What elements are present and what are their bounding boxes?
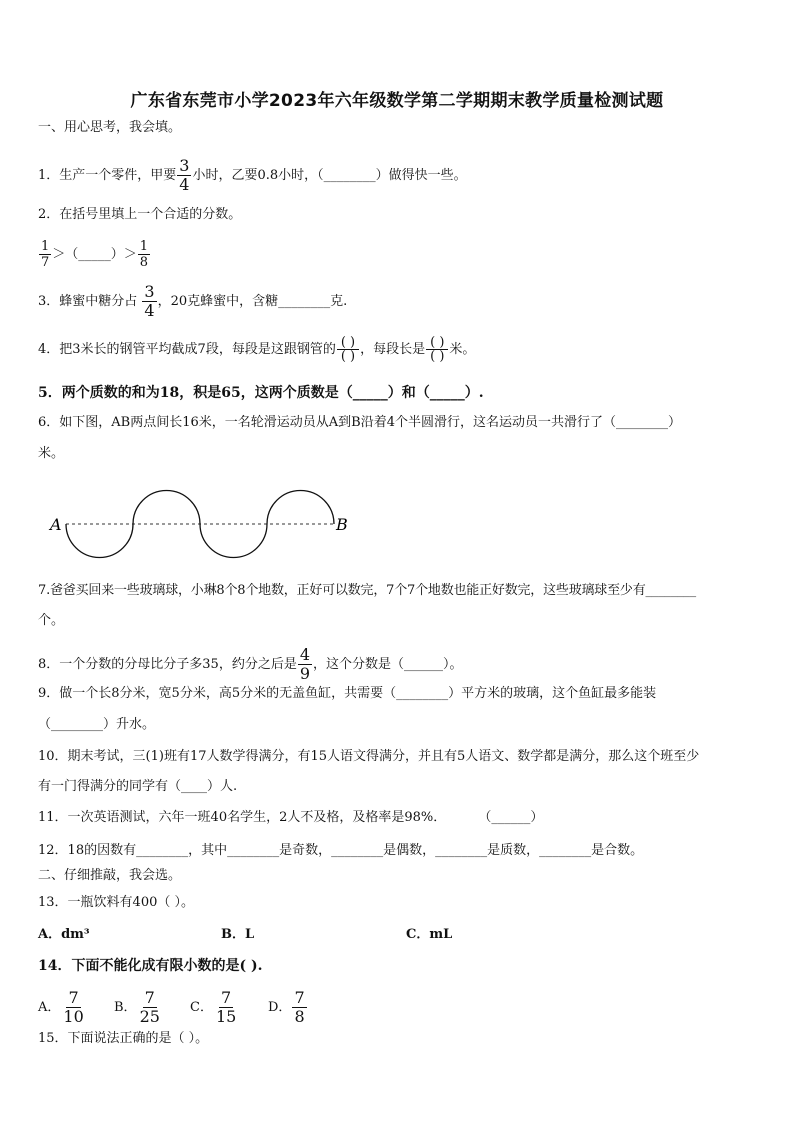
point-a-label: A <box>50 515 62 534</box>
q2-fraction-1 <box>39 240 51 269</box>
q14-option-a-fraction <box>61 990 85 1025</box>
q4-text-post: 米。 <box>449 342 476 357</box>
q2-f1-den: 7 <box>41 255 50 270</box>
q4-blank2-num: ( ) <box>426 336 448 350</box>
q2-f1-num: 1 <box>41 239 50 254</box>
q3-frac-den: 4 <box>144 301 155 320</box>
q14-option-b[interactable] <box>114 990 190 1025</box>
q14-option-a[interactable] <box>38 990 114 1025</box>
q11-answer-paren: （______） <box>478 810 544 825</box>
question-4 <box>38 336 764 363</box>
semicircle-path-diagram <box>0 470 794 570</box>
question-13: 13．一瓶饮料有400（ ）。 <box>38 895 194 910</box>
q2-f2-num: 1 <box>139 239 149 254</box>
q3-text-pre: 3．蜂蜜中糖分占 <box>38 294 138 309</box>
point-b-label: B <box>336 515 348 534</box>
q13-option-c[interactable]: C．mL <box>406 927 453 942</box>
question-6-line-1: 6．如下图，AB两点间长16米，一名轮滑运动员从A到B沿着4个半圆滑行，这名运动员一共滑行了（________） <box>38 415 681 430</box>
q4-text-pre: 4．把3米长的钢管平均截成7段，每段是这跟钢管的 <box>38 342 336 357</box>
question-8 <box>38 647 764 682</box>
q14-b-den: 25 <box>139 1007 160 1026</box>
question-11 <box>38 808 764 828</box>
q14-option-d[interactable] <box>268 990 308 1025</box>
q14-d-den: 8 <box>294 1007 305 1026</box>
question-3 <box>38 284 764 319</box>
q14-c-num: 7 <box>221 988 232 1007</box>
question-12: 12．18的因数有________，其中________是奇数，________是偶数，________是质数，________是合数。 <box>38 843 644 858</box>
question-5: 5．两个质数的和为18，积是65，这两个质数是（_____）和（_____）. <box>38 385 484 401</box>
semicircle-1 <box>66 524 133 558</box>
semicircle-2 <box>133 491 200 524</box>
q4-text-mid: ，每段长是 <box>360 342 426 357</box>
question-9-line-2: （________）升水。 <box>38 717 156 732</box>
q3-text-post: ，20克蜂蜜中，含糖________克. <box>157 294 348 309</box>
question-14-options <box>38 990 764 1025</box>
question-7-line-2: 个。 <box>38 613 65 628</box>
q1-text-pre: 1．生产一个零件，甲要 <box>38 168 177 183</box>
q11-text: 11．一次英语测试，六年一班40名学生，2人不及格，及格率是98%． <box>38 810 447 825</box>
question-14: 14．下面不能化成有限小数的是( ). <box>38 958 263 974</box>
question-7-line-1: 7.爸爸买回来一些玻璃球，小琳8个8个地数，正好可以数完，7个7个地数也能正好数完，这些玻璃球至少有________ <box>38 583 696 598</box>
q8-frac-den: 9 <box>299 664 311 683</box>
question-15: 15．下面说法正确的是（ ）。 <box>38 1031 209 1046</box>
q4-blank-fraction-2 <box>426 336 448 363</box>
q14-a-num: 7 <box>68 988 79 1007</box>
q14-option-c[interactable] <box>190 990 268 1025</box>
q14-option-c-fraction <box>214 990 238 1025</box>
q4-blank1-den: ( ) <box>340 349 356 364</box>
question-1 <box>38 158 764 193</box>
q14-c-den: 15 <box>215 1007 237 1026</box>
q14-option-d-label: D． <box>268 1000 292 1015</box>
semicircle-3 <box>200 524 267 558</box>
section-heading-fill: 一、用心思考，我会填。 <box>38 120 182 135</box>
q4-blank-fraction-1 <box>337 336 359 363</box>
q2-fraction-2 <box>138 240 150 269</box>
q14-option-c-label: C． <box>190 1000 213 1015</box>
question-2-inequality <box>38 240 764 269</box>
page-title: 广东省东莞市小学2023年六年级数学第二学期期末教学质量检测试题 <box>130 91 664 111</box>
q13-option-b[interactable]: B．L <box>221 927 255 942</box>
q3-frac-num: 3 <box>144 282 155 301</box>
q14-a-den: 10 <box>63 1007 84 1026</box>
q8-fraction <box>298 647 312 682</box>
q13-option-a[interactable]: A．dm³ <box>38 927 90 942</box>
q8-text-pre: 8．一个分数的分母比分子多35，约分之后是 <box>38 657 297 672</box>
q8-frac-num: 4 <box>299 645 311 664</box>
question-10-line-1: 10．期末考试，三(1)班有17人数学得满分，有15人语文得满分，并且有5人语文、数学都是满分，那么这个班至少 <box>38 749 700 764</box>
question-10-line-2: 有一门得满分的同学有（____）人. <box>38 779 238 794</box>
q14-option-b-fraction <box>138 990 162 1025</box>
q1-fraction <box>177 158 191 193</box>
q2-f2-den: 8 <box>139 255 149 270</box>
q1-frac-num: 3 <box>179 156 190 175</box>
semicircle-4 <box>267 491 334 525</box>
q14-b-num: 7 <box>144 988 155 1007</box>
q8-text-post: ，这个分数是（______）。 <box>313 657 463 672</box>
q1-frac-den: 4 <box>179 175 190 194</box>
q1-text-post: 小时，乙要0.8小时，（________）做得快一些。 <box>192 168 467 183</box>
q4-blank2-den: ( ) <box>430 349 445 364</box>
question-2: 2．在括号里填上一个合适的分数。 <box>38 207 242 222</box>
section-heading-choice: 二、仔细推敲，我会选。 <box>38 868 182 883</box>
q2-blank: ＞（_____）＞ <box>52 247 137 262</box>
question-13-options <box>38 925 764 945</box>
question-6-line-2: 米。 <box>38 446 65 461</box>
q14-option-b-label: B． <box>114 1000 137 1015</box>
q4-blank1-num: ( ) <box>337 336 359 350</box>
q14-option-d-fraction <box>292 990 306 1025</box>
q14-option-a-label: A． <box>38 1000 61 1015</box>
q3-fraction <box>142 284 156 319</box>
question-9-line-1: 9．做一个长8分米，宽5分米，高5分米的无盖鱼缸，共需要（________）平方米的玻璃，这个鱼缸最多能装 <box>38 686 657 701</box>
q14-d-num: 7 <box>294 988 305 1007</box>
